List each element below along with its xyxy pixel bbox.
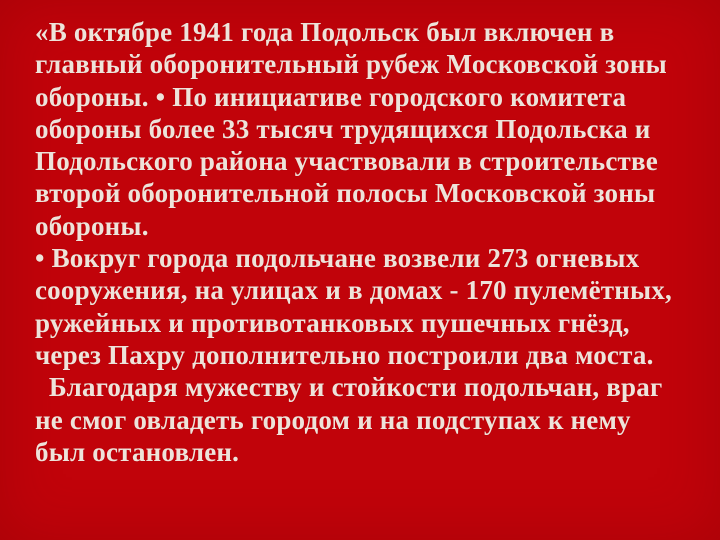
- slide-text-line: ружейных и противотанковых пушечных гнёзд,: [35, 307, 630, 338]
- slide-text-block: [35, 16, 695, 468]
- slide-text-line: «В октябре 1941 года Подольск был включен в: [35, 17, 615, 47]
- slide-text-line: обороны.: [35, 210, 149, 241]
- slide-text-line: второй оборонительной полосы Московской зоны: [35, 178, 656, 209]
- slide-text-line: • Вокруг города подольчане возвели 273 огневых: [35, 243, 640, 274]
- slide-text-line: главный оборонительный рубеж Московской зоны: [35, 49, 667, 80]
- slide-text-line: Подольского района участвовали в строительстве: [35, 146, 658, 177]
- slide-text-line: обороны более 33 тысяч трудящихся Подольска и: [35, 113, 651, 144]
- slide-text-line: сооружения, на улицах и в домах - 170 пулемётных,: [35, 275, 672, 306]
- slide-text-line: обороны. • По инициативе городского комитета: [35, 81, 627, 112]
- slide-text-line: был остановлен.: [35, 436, 240, 467]
- slide-text-line: не смог овладеть городом и на подступах к нему: [35, 404, 631, 435]
- slide-text-line: через Пахру дополнительно построили два моста.: [35, 339, 654, 370]
- slide-text-line: Благодаря мужеству и стойкости подольчан, враг: [35, 372, 663, 403]
